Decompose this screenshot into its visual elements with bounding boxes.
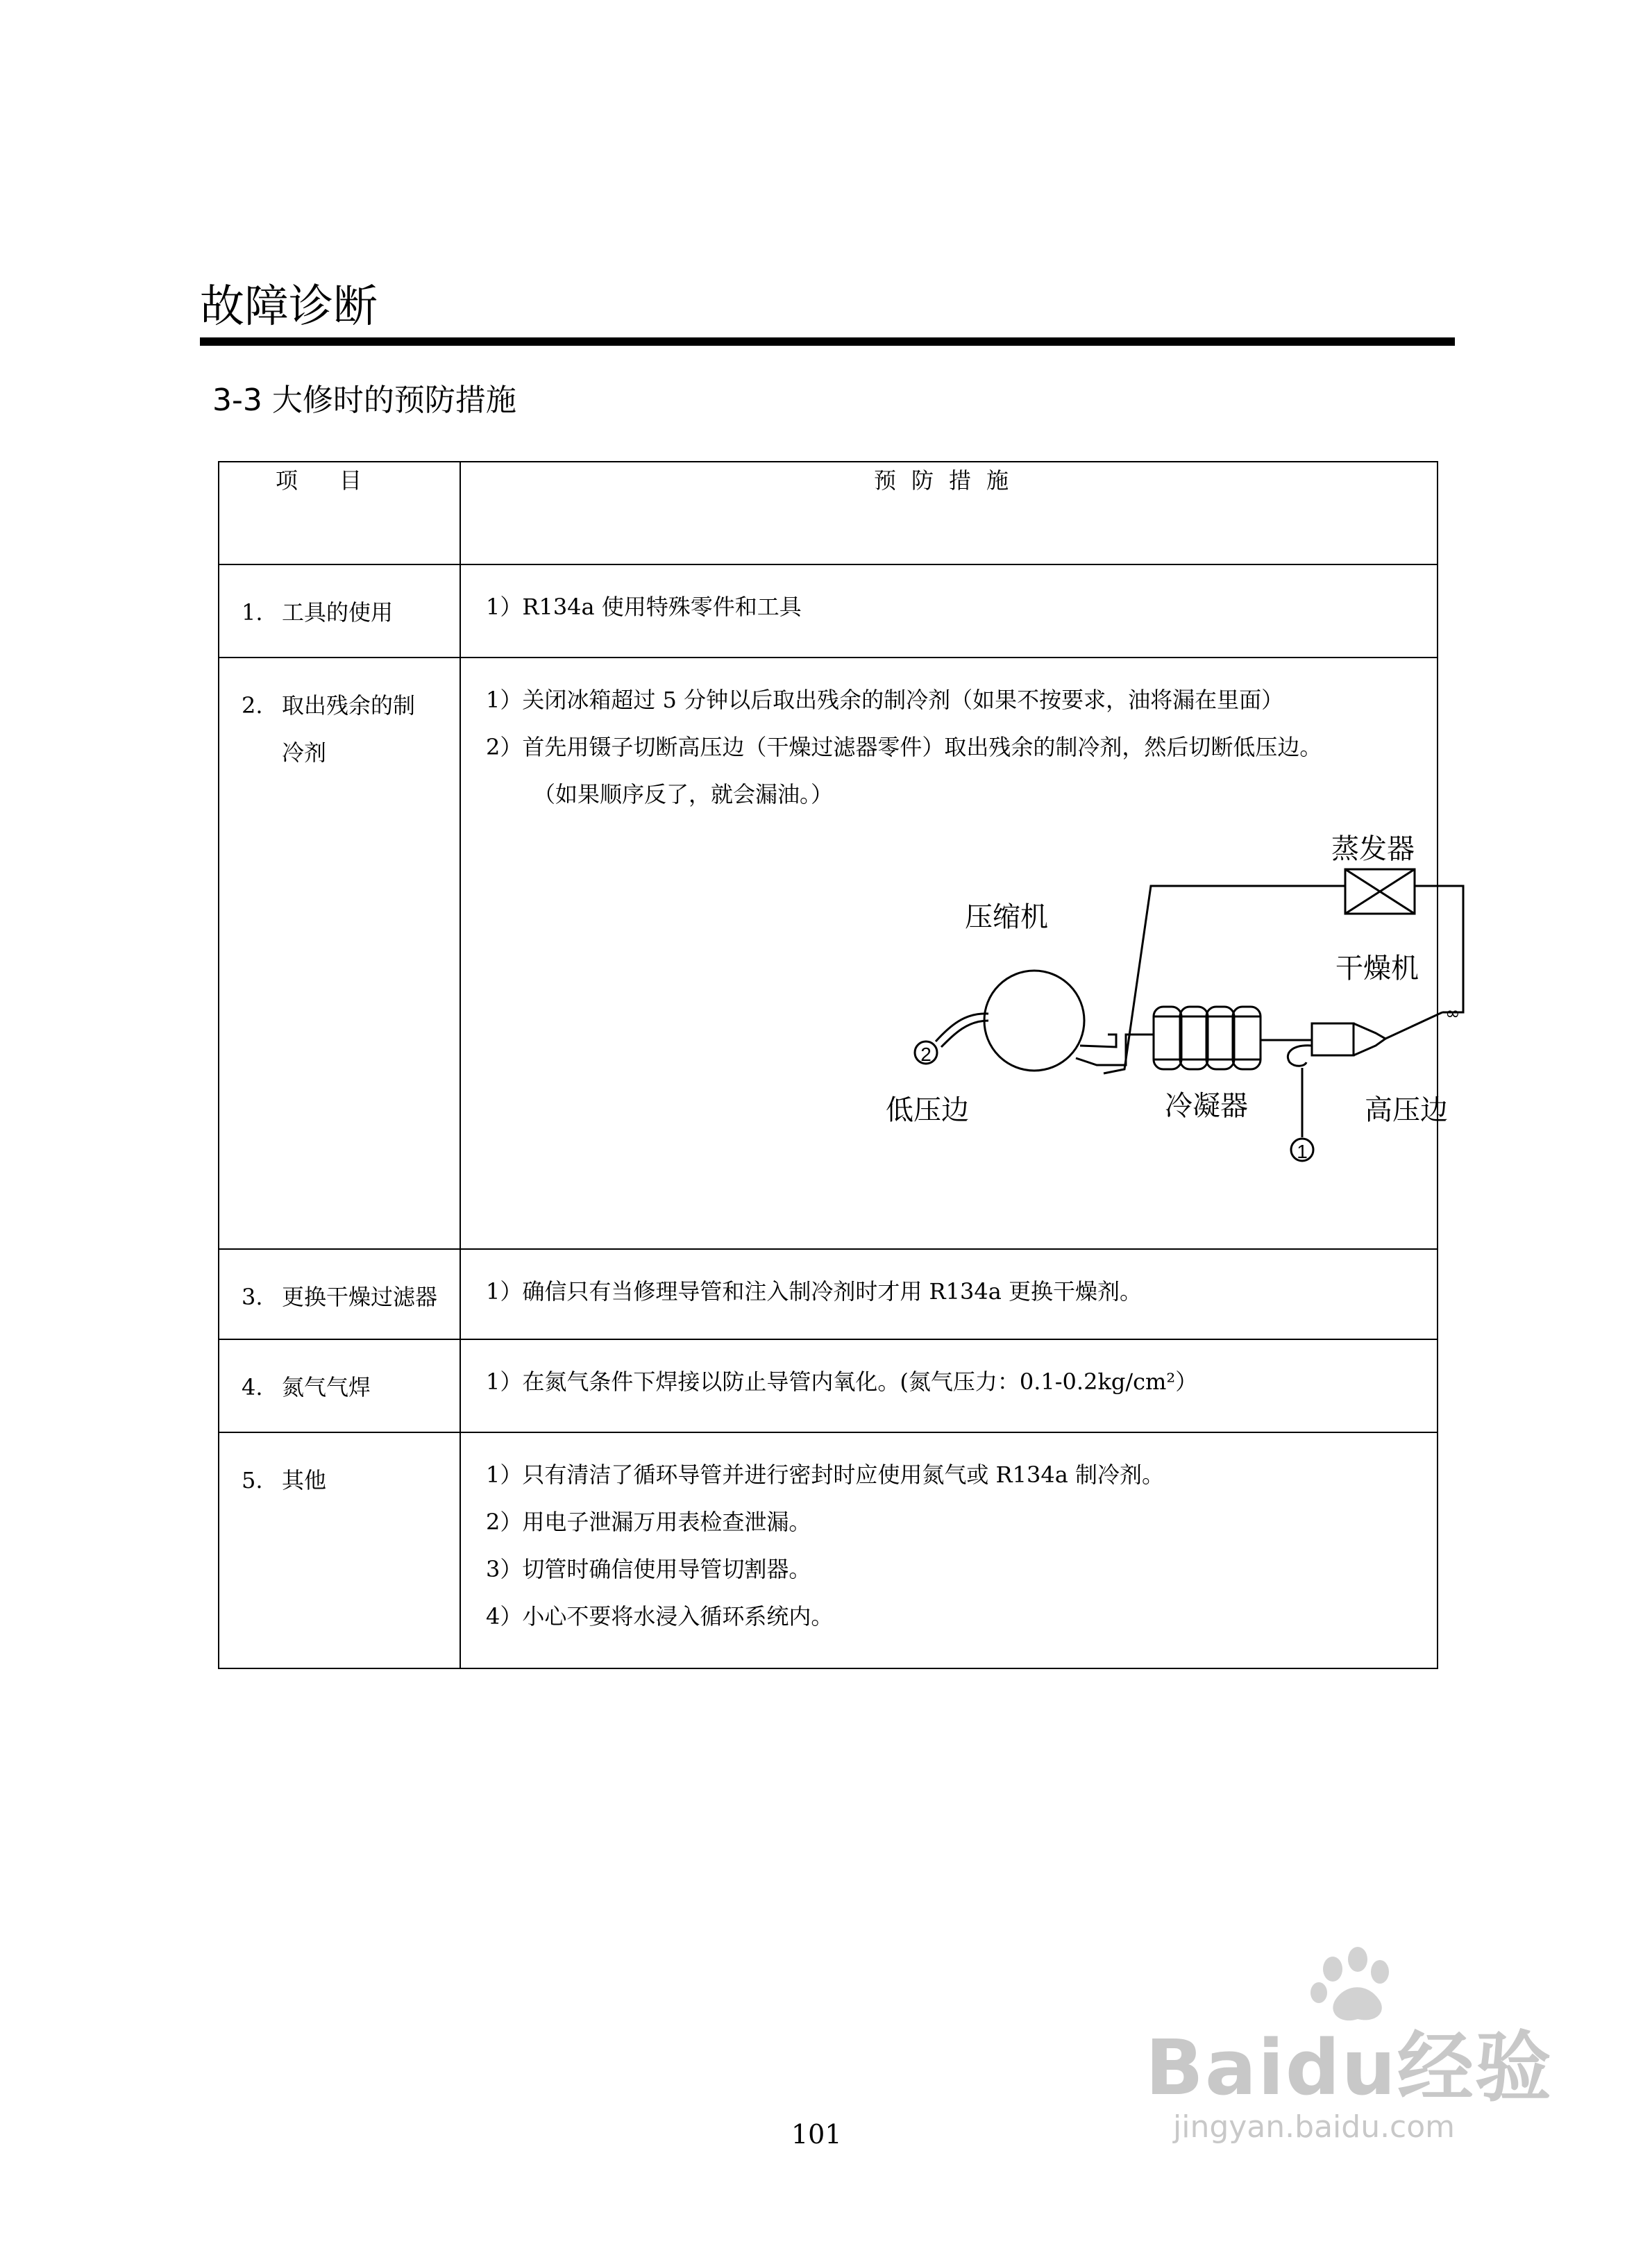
- row-number: 2.: [242, 692, 263, 719]
- header-measures: 预防措施: [873, 467, 1024, 494]
- label-compressor: 压缩机: [965, 901, 1048, 933]
- compressor-shape: [984, 971, 1084, 1071]
- pipe-high-side: [1288, 1046, 1312, 1066]
- title-divider: [200, 337, 1455, 346]
- table-header-row: [219, 462, 1438, 564]
- table-row: [219, 1339, 1438, 1432]
- row-item: 其他: [282, 1467, 327, 1493]
- pipe-to-condenser: [1076, 1035, 1154, 1065]
- watermark-brand: Baidu经验: [1145, 2023, 1553, 2112]
- pipe-evap-out: [1415, 886, 1463, 1012]
- row-item-cont: 冷剂: [282, 739, 327, 766]
- label-dryer: 干燥机: [1335, 953, 1419, 985]
- marker-1-label: 1: [1297, 1141, 1308, 1162]
- label-high-side: 高压边: [1365, 1094, 1448, 1126]
- measure-text: 1）只有清洁了循环导管并进行密封时应使用氮气或 R134a 制冷剂。: [486, 1462, 1164, 1488]
- refrigeration-diagram: [486, 818, 1460, 1248]
- measure-text: 1）确信只有当修理导管和注入制冷剂时才用 R134a 更换干燥剂。: [486, 1278, 1142, 1305]
- row-item: 工具的使用: [282, 599, 394, 626]
- row-item: 更换干燥过滤器: [282, 1284, 438, 1310]
- header-item: 项目: [275, 467, 403, 494]
- precautions-table: [218, 461, 1460, 1669]
- table-row: [219, 1432, 1438, 1668]
- watermark-url: jingyan.baidu.com: [1173, 2109, 1456, 2145]
- page-number: 101: [791, 2119, 842, 2150]
- measure-text: （如果顺序反了，就会漏油。）: [533, 781, 834, 807]
- measure-text: 3）切管时确信使用导管切割器。: [486, 1556, 811, 1582]
- measure-text: 1）在氮气条件下焊接以防止导管内氧化。(氮气压力：0.1-0.2kg/cm²）: [486, 1368, 1198, 1395]
- watermark: [1145, 2007, 1553, 2145]
- row-item: 氮气气焊: [282, 1374, 371, 1400]
- row-number: 3.: [242, 1284, 263, 1310]
- page-title: 故障诊断: [200, 281, 378, 333]
- row-number: 5.: [242, 1467, 263, 1493]
- row-number: 1.: [242, 599, 263, 626]
- measure-text: 2）首先用镊子切断高压边（干燥过滤器零件）取出残余的制冷剂，然后切断低压边。: [486, 734, 1322, 760]
- row-number: 4.: [242, 1374, 263, 1400]
- label-low-side: 低压边: [886, 1094, 969, 1126]
- table-row: [219, 1249, 1438, 1339]
- pipe-discharge: [1080, 1035, 1116, 1047]
- measure-text: 1）R134a 使用特殊零件和工具: [486, 594, 802, 620]
- table-row: [219, 564, 1438, 658]
- marker-2-label: 2: [920, 1044, 932, 1065]
- label-condenser: 冷凝器: [1165, 1090, 1248, 1122]
- row-item: 取出残余的制: [282, 692, 416, 719]
- measure-text: 2）用电子泄漏万用表检查泄漏。: [486, 1509, 811, 1535]
- capillary-mark: ∞: [1445, 1003, 1460, 1024]
- diagram-svg: [486, 818, 1460, 1248]
- dryer-shape: [1312, 1023, 1354, 1055]
- label-evaporator: 蒸发器: [1331, 833, 1415, 865]
- measure-text: 4）小心不要将水浸入循环系统内。: [486, 1603, 834, 1630]
- section-heading: 3-3 大修时的预防措施: [212, 383, 516, 418]
- table-row: [219, 658, 1438, 1249]
- measure-text: 1）关闭冰箱超过 5 分钟以后取出残余的制冷剂（如果不按要求，油将漏在里面）: [486, 687, 1284, 713]
